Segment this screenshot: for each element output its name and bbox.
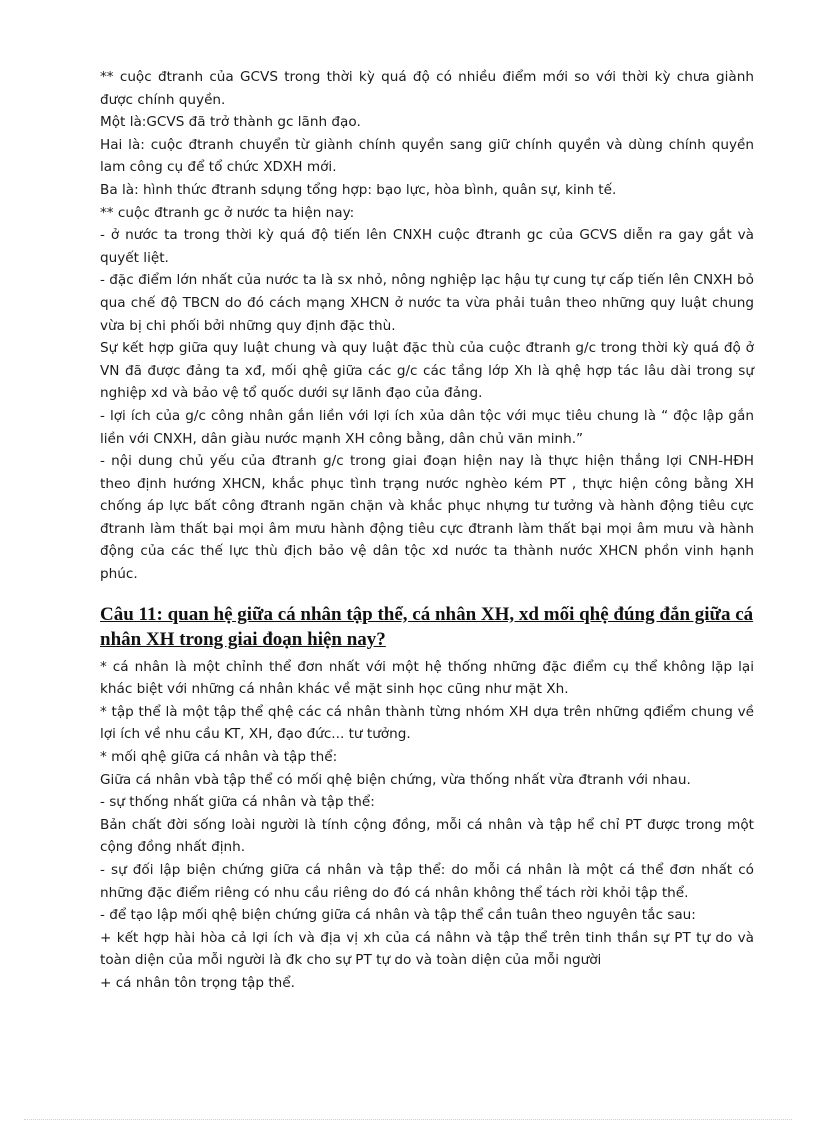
- paragraph: Sự kết hợp giữa quy luật chung và quy luật đặc thù của cuộc đtranh g/c trong thời kỳ quá độ ở VN đã được đảng ta xđ, mối qhệ giữa các g/c các tầng lớp Xh là qhệ hợp tác lâu dài trong sự nghiệp xd và bảo vệ tổ quốc dưới sự lãnh đạo của đảng.: [100, 340, 754, 402]
- paragraph: Ba là: hình thức đtranh sdụng tổng hợp: bạo lực, hòa bình, quân sự, kinh tế.: [100, 181, 617, 198]
- paragraph: * mối qhệ giữa cá nhân và tập thể:: [100, 749, 338, 766]
- paragraph: * tập thể là một tập thể qhệ các cá nhân thành từng nhóm XH dựa trên những qđiểm chung về lợi ích về nhu cầu KT, XH, đạo đức... tư tưởng.: [100, 703, 754, 743]
- paragraph: + cá nhân tôn trọng tập thể.: [100, 974, 295, 991]
- paragraph: Hai là: cuộc đtranh chuyển từ giành chính quyền sang giữ chính quyền và dùng chính quyền lam công cụ để tổ chức XDXH mới.: [100, 136, 754, 176]
- question-heading: Câu 11: quan hệ giữa cá nhân tập thể, cá nhân XH, xd mối qhệ đúng đắn giữa cá nhân XH trong giai đoạn hiện nay?: [100, 603, 754, 650]
- paragraph: - lợi ích của g/c công nhân gắn liền với lợi ích xủa dân tộc với mục tiêu chung là “ độc lập gắn liền với CNXH, dân giàu nước mạnh XH công bằng, dân chủ văn minh.”: [100, 407, 754, 447]
- paragraph: * cá nhân là một chỉnh thể đơn nhất với một hệ thống những đặc điểm cụ thể không lặp lại khác biệt với những cá nhân khác về mặt sinh học cũng như mặt Xh.: [100, 658, 754, 698]
- paragraph: Một là:GCVS đã trở thành gc lãnh đạo.: [100, 114, 361, 131]
- paragraph: - để tạo lập mối qhệ biện chứng giữa cá nhân và tập thể cần tuân theo nguyên tắc sau:: [100, 907, 696, 924]
- paragraph: - sự thống nhất giữa cá nhân và tập thể:: [100, 794, 375, 811]
- page-bottom-divider: [24, 1119, 792, 1120]
- paragraph: ** cuộc đtranh gc ở nước ta hiện nay:: [100, 204, 355, 221]
- paragraph: ** cuộc đtranh của GCVS trong thời kỳ quá độ có nhiều điểm mới so với thời kỳ chưa giành được chính quyền.: [100, 69, 754, 108]
- paragraph: - đặc điểm lớn nhất của nước ta là sx nhỏ, nông nghiệp lạc hậu tự cung tự cấp tiến lên CNXH bỏ qua chế độ TBCN do đó cách mạng XHCN ở nước ta vừa phải tuân theo những quy luật chung vừa bị chi phối bởi những quy định đặc thù.: [100, 272, 754, 334]
- document-page: [100, 66, 754, 995]
- paragraph: Bản chất đời sống loài người là tính cộng đồng, mỗi cá nhân và tập hể chỉ PT được trong một cộng đồng nhất định.: [100, 816, 754, 856]
- paragraph: - ở nước ta trong thời kỳ quá độ tiến lên CNXH cuộc đtranh gc của GCVS diễn ra gay gắt và quyết liệt.: [100, 227, 754, 266]
- paragraph: - sự đối lập biện chứng giữa cá nhân và tập thể: do mỗi cá nhân là một cá thể đơn nhất có những đặc điểm riêng có nhu cầu riêng do đó cá nhân không thể tách rời khỏi tập thể.: [100, 862, 754, 901]
- paragraph: + kết hợp hài hòa cả lợi ích và địa vị xh của cá nâhn và tập thể trên tinh thần sự PT tự do và toàn diện của mỗi người là đk cho sự PT tự do và toàn diện của mỗi người: [100, 929, 754, 969]
- paragraph: - nội dung chủ yếu của đtranh g/c trong giai đoạn hiện nay là thực hiện thắng lợi CNH-HĐH theo định hướng XHCN, khắc phục tình trạng nước nghèo kém PT , thực hiện công bằng XH chống áp lực bất công đtranh ngăn chặn và khắc phục nhựng tư tưởng và hành động tiêu cực đtranh làm thất bại mọi âm mưu hành động tiêu cực đtranh làm thất bại mọi âm mưu và hành động của các thế lực thù địch bảo vệ dân tộc xd nước ta thành nước XHCN phồn vinh hạnh phúc.: [100, 453, 754, 583]
- paragraph: Giữa cá nhân vbà tập thể có mối qhệ biện chứng, vừa thống nhất vừa đtranh với nhau.: [100, 771, 691, 788]
